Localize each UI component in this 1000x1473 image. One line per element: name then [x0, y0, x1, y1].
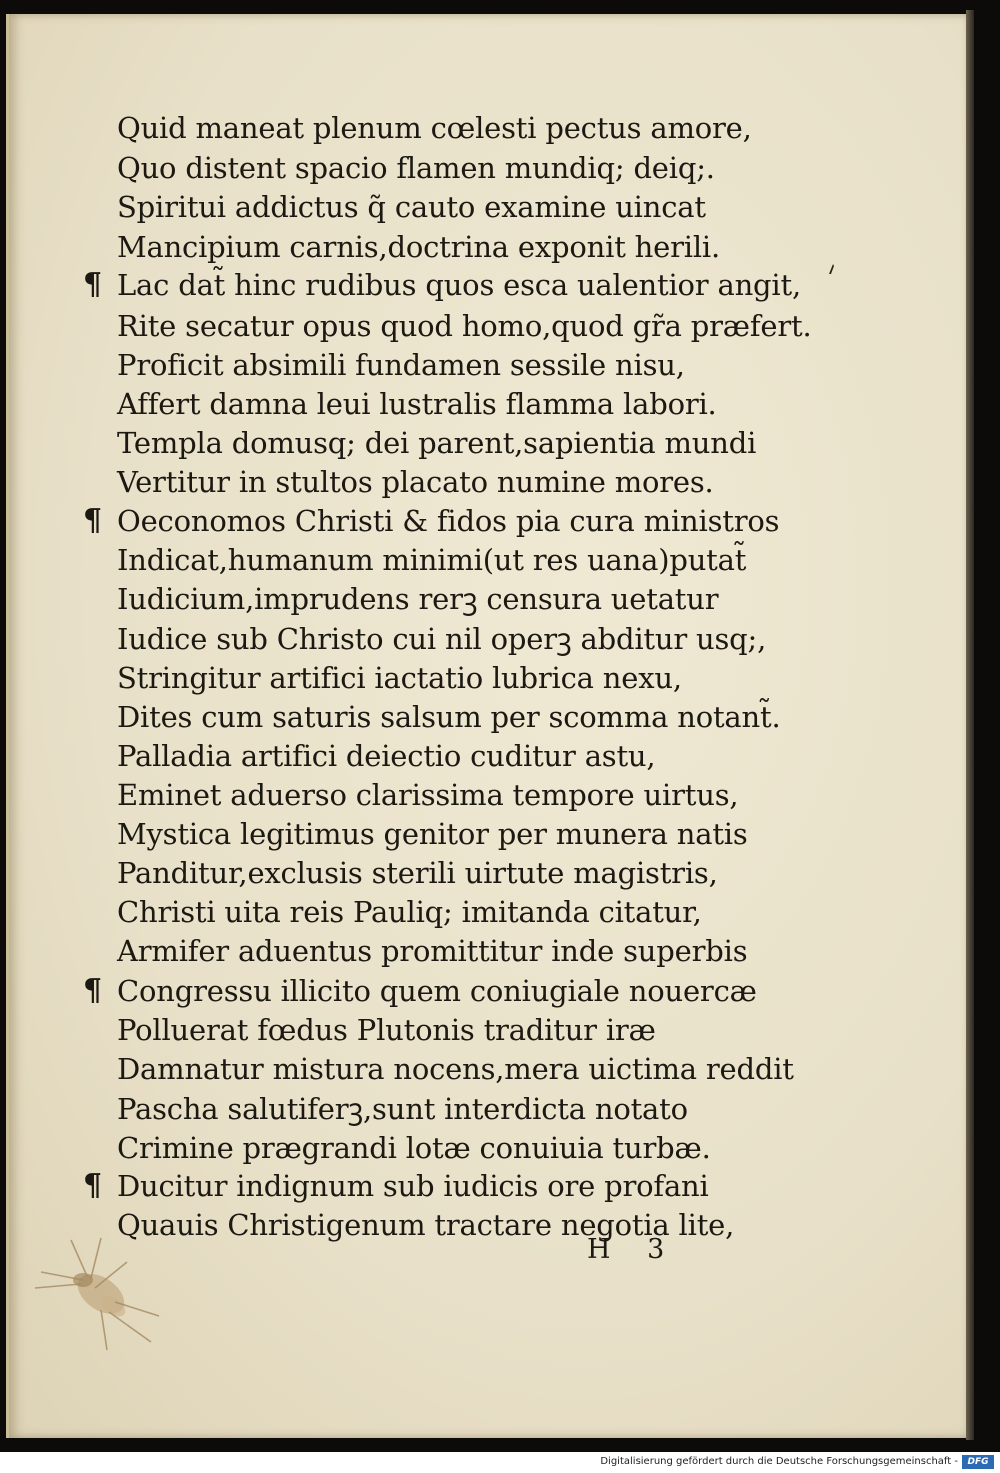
verse-line: Pascha salutiferꝫ,sunt interdicta notato — [117, 1092, 688, 1126]
pressed-insect-stain — [31, 1232, 171, 1352]
footer-bar — [0, 1452, 1000, 1473]
book-page — [6, 14, 969, 1438]
paragraph-mark: ¶ — [83, 1168, 103, 1203]
verse-line: Spiritui addictus q̃ cauto examine uincat — [117, 190, 706, 224]
verse-line: Proficit absimili fundamen sessile nisu, — [117, 348, 685, 382]
verse-line: Eminet aduerso clarissima tempore uirtus, — [117, 778, 739, 812]
verse-line: Vertitur in stultos placato numine mores. — [117, 465, 714, 499]
verse-line: Iudice sub Christo cui nil operꝫ abditur usq;, — [117, 622, 767, 656]
verse-line: Damnatur mistura nocens,mera uictima reddit — [117, 1052, 794, 1086]
paragraph-mark: ¶ — [83, 267, 103, 302]
page-edge — [966, 10, 974, 1440]
verse-line: Palladia artifici deiectio cuditur astu, — [117, 739, 656, 773]
ink-speck — [827, 262, 837, 276]
verse-line: Quo distent spacio flamen mundiq; deiq;. — [117, 151, 715, 185]
verse-line: Armifer aduentus promittitur inde superbis — [117, 934, 748, 968]
verse-line: Dites cum saturis salsum per scomma notant̃. — [117, 700, 781, 734]
verse-line: Quauis Christigenum tractare negotia lite, — [117, 1208, 735, 1242]
paragraph-mark: ¶ — [83, 973, 103, 1008]
verse-line: Quid maneat plenum cœlesti pectus amore, — [117, 111, 752, 145]
footer-credit: Digitalisierung gefördert durch die Deutsche Forschungsgemeinschaft - — [600, 1456, 958, 1467]
verse-line: Templa domusq; dei parent,sapientia mundi — [117, 426, 757, 460]
verse-line: Iudicium,imprudens rerꝫ censura uetatur — [117, 582, 719, 616]
dfg-logo: DFG — [962, 1455, 994, 1469]
verse-line: Polluerat fœdus Plutonis traditur iræ — [117, 1013, 656, 1047]
verse-line: Rite secatur opus quod homo,quod gr̃a præfert. — [117, 309, 812, 343]
verse-line: Affert damna leui lustralis flamma labori. — [117, 387, 717, 421]
verse-line: Congressu illicito quem coniugiale nouercæ — [117, 974, 757, 1008]
text-block — [9, 14, 969, 1438]
signature-mark: H 3 — [587, 1234, 679, 1265]
verse-line: Stringitur artifici iactatio lubrica nexu, — [117, 661, 682, 695]
verse-line: Lac dat̃ hinc rudibus quos esca ualentior angit, — [117, 268, 801, 302]
verse-line: Oeconomos Christi & fidos pia cura ministros — [117, 504, 780, 538]
verse-line: Mystica legitimus genitor per munera natis — [117, 817, 748, 851]
verse-line: Panditur,exclusis sterili uirtute magistris, — [117, 856, 718, 890]
verse-line: Mancipium carnis,doctrina exponit herili. — [117, 230, 721, 264]
verse-line: Christi uita reis Pauliq; imitanda citatur, — [117, 895, 702, 929]
verse-line: Ducitur indignum sub iudicis ore profani — [117, 1169, 709, 1203]
verse-line: Indicat,humanum minimi(ut res uana)putat̃ — [117, 543, 747, 577]
paragraph-mark: ¶ — [83, 503, 103, 538]
verse-line: Crimine prægrandi lotæ conuiuia turbæ. — [117, 1131, 711, 1165]
